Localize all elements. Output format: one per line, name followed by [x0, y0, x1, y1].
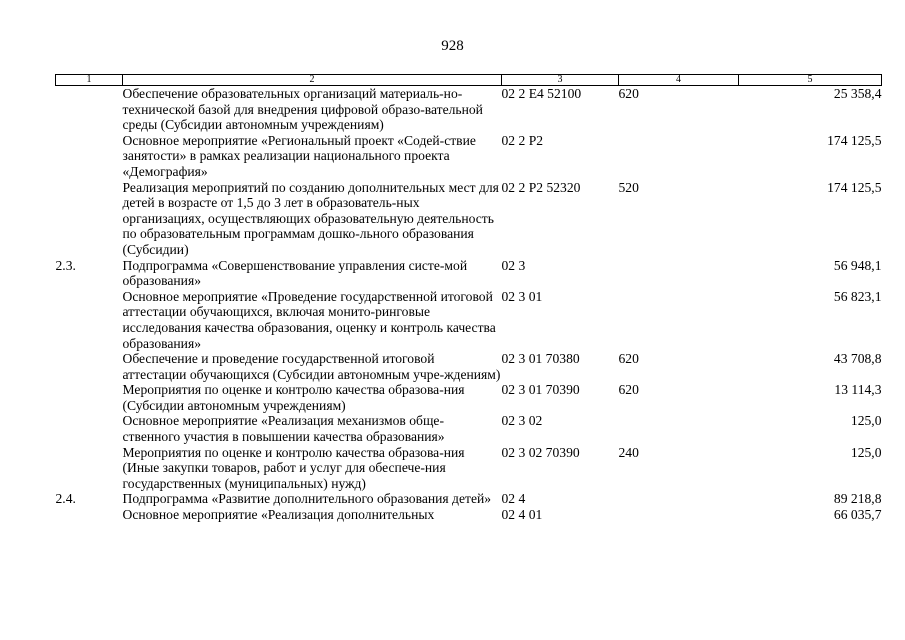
row-amount: 56 823,1 — [833, 288, 882, 304]
row-type: 240 — [618, 444, 639, 460]
row-number — [56, 351, 123, 382]
table-row — [56, 507, 882, 523]
row-amount: 25 358,4 — [833, 86, 882, 101]
row-type — [619, 289, 739, 351]
row-name: Мероприятия по оценке и контролю качества образова-ния (Иные закупки товаров, работ и услуг для обеспече-ния государственных (муниципальных) нужд) — [122, 444, 465, 491]
table-header — [56, 75, 882, 86]
row-number — [56, 180, 123, 258]
row-type — [619, 507, 739, 523]
header-col-3: 3 — [502, 75, 619, 86]
row-amount: 174 125,5 — [827, 179, 882, 195]
table-row — [56, 133, 882, 180]
row-code: 02 4 — [501, 491, 526, 507]
table-row — [56, 382, 882, 413]
table-row — [56, 491, 882, 507]
row-code: 02 3 02 — [501, 413, 543, 429]
row-amount: 66 035,7 — [833, 507, 882, 523]
row-number — [56, 445, 123, 492]
row-type: 620 — [618, 86, 639, 101]
row-code: 02 3 01 70380 — [501, 351, 580, 367]
row-name: Подпрограмма «Совершенствование управления систе-мой образования» — [122, 257, 468, 289]
row-name: Мероприятия по оценке и контролю качества образова-ния (Субсидии автономным учреждениям) — [122, 382, 465, 413]
table-row — [56, 180, 882, 258]
row-code: 02 4 01 — [501, 507, 543, 523]
row-number — [56, 289, 123, 351]
row-name: Основное мероприятие «Реализация механизмов обще-ственного участия в повышении качества образования» — [122, 413, 445, 445]
page-number: 928 — [441, 38, 464, 54]
row-code: 02 3 — [501, 257, 526, 273]
row-amount: 125,0 — [850, 413, 882, 429]
row-number: 2.4. — [55, 491, 76, 507]
table-row — [56, 413, 882, 444]
row-type: 620 — [618, 382, 639, 398]
row-code: 02 3 01 — [501, 288, 543, 304]
header-col-5: 5 — [739, 75, 882, 86]
row-amount: 89 218,8 — [833, 491, 882, 507]
table-body — [56, 86, 882, 523]
row-number — [56, 507, 123, 523]
row-number — [56, 86, 123, 133]
row-name: Обеспечение образовательных организаций материаль-но-технической базой для внедрения цифровой образо-вательной среды (Субсидии автономным учреждениям) — [122, 86, 483, 133]
row-amount: 56 948,1 — [833, 257, 882, 273]
row-type: 620 — [618, 351, 639, 367]
header-row — [56, 75, 882, 86]
header-col-4: 4 — [619, 75, 739, 86]
row-amount: 13 114,3 — [834, 382, 882, 398]
budget-table — [55, 74, 882, 523]
table-row — [56, 351, 882, 382]
row-type: 520 — [618, 179, 639, 195]
table-row — [56, 86, 882, 133]
row-amount: 174 125,5 — [827, 132, 882, 148]
row-number — [56, 133, 123, 180]
row-number — [56, 413, 123, 444]
row-code: 02 2 P2 52320 — [501, 179, 581, 195]
row-name: Реализация мероприятий по созданию дополнительных мест для детей в возрасте от 1,5 до 3 лет в образователь-ных организациях, осуществляющих образовательную деятельность по образовательным программам дошко-льного образования (Субсидии) — [122, 179, 499, 257]
row-code: 02 3 01 70390 — [501, 382, 580, 398]
row-type — [619, 133, 739, 180]
row-name: Обеспечение и проведение государственной итоговой аттестации обучающихся (Субсидии автономным учре-ждениям) — [122, 351, 501, 382]
row-number: 2.3. — [55, 257, 76, 273]
row-code: 02 2 E4 52100 — [501, 86, 582, 101]
row-name: Основное мероприятие «Реализация дополнительных — [122, 507, 435, 523]
row-name: Основное мероприятие «Проведение государственной итоговой аттестации обучающихся, включая монито-ринговые исследования качества образования, оценку и контроль качества образования» — [122, 288, 496, 351]
header-col-2: 2 — [123, 75, 502, 86]
table-row — [56, 445, 882, 492]
row-type — [619, 413, 739, 444]
row-name: Основное мероприятие «Региональный проект «Содей-ствие занятости» в рамках реализации национального проекта «Демография» — [122, 132, 476, 179]
row-code: 02 3 02 70390 — [501, 444, 580, 460]
table-row — [56, 258, 882, 289]
row-number — [56, 382, 123, 413]
header-col-1: 1 — [56, 75, 123, 86]
row-name: Подпрограмма «Развитие дополнительного образования детей» — [122, 491, 492, 507]
table-row — [56, 289, 882, 351]
row-code: 02 2 P2 — [501, 132, 544, 148]
row-type — [619, 491, 739, 507]
row-amount: 125,0 — [850, 444, 882, 460]
row-type — [619, 258, 739, 289]
row-amount: 43 708,8 — [833, 351, 882, 367]
